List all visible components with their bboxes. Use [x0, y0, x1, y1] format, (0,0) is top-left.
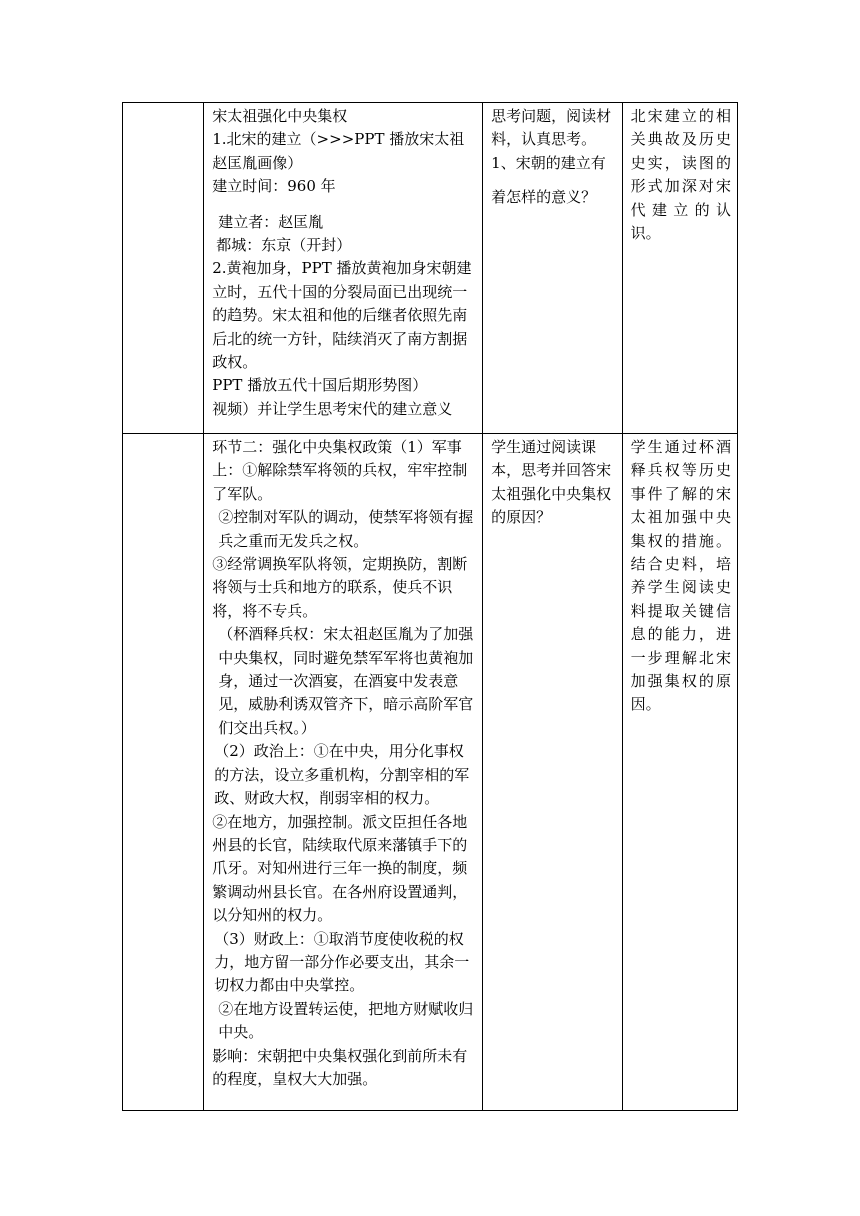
content-line: ③经常调换军队将领，定期换防，割断将领与士兵和地方的联系，使兵不识将，将不专兵。 — [212, 555, 468, 620]
content-line: 建立者：赵匡胤 — [218, 212, 324, 231]
content-line: （杯酒释兵权：宋太祖赵匡胤为了加强中央集权，同时避免禁军军将也黄袍加身，通过一次酒宴，在酒宴中发表意见，威胁利诱双管齐下，暗示高阶军官们交出兵权。） — [218, 625, 474, 737]
table-row — [123, 434, 738, 1111]
content-line: （3）财政上：①取消节度使收税的权力，地方留一部分作必要支出，其余一切权力都由中央掌控。 — [214, 929, 470, 995]
activity-line: 思考问题，阅读材料，认真思考。 — [491, 107, 612, 149]
stage-cell — [123, 434, 204, 1111]
stage-cell — [123, 103, 204, 434]
content-line: 影响：宋朝把中央集权强化到前所未有的程度，皇权大大加强。 — [212, 1046, 468, 1088]
design-intent-cell: 学生通过杯酒释兵权等历史事件了解的宋太祖加强中央集权的措施。结合史料，培养学生阅读史料提取关键信息的能力，进一步理解北宋加强集权的原因。 — [622, 434, 737, 1111]
content-line: （2）政治上：①在中央，用分化事权的方法，设立多重机构，分割宰相的军政、财政大权，削弱宰相的权力。 — [214, 742, 470, 808]
content-line: ②在地方，加强控制。派文臣担任各地州县的长官，陆续取代原来藩镇手下的爪牙。对知州进行三年一换的制度，频繁调动州县长官。在各州府设置通判，以分知州的权力。 — [212, 812, 468, 925]
content-line: 都城：东京（开封） — [216, 236, 352, 255]
content-line: 环节二：强化中央集权政策（1）军事上：①解除禁军将领的兵权，牢牢控制了军队。 — [212, 438, 468, 503]
activity-line: 着怎样的意义？ — [491, 188, 597, 207]
section-title: 宋太祖强化中央集权 — [212, 107, 348, 125]
design-intent-cell: 北宋建立的相关典故及历史史实，读图的形式加深对宋代建立的认识。 — [622, 103, 737, 434]
content-line: 视频）并让学生思考宋代的建立意义 — [212, 399, 453, 418]
content-line: 1.北宋的建立（>>>PPT 播放宋太祖赵匡胤画像） — [212, 130, 465, 172]
content-line: ②控制对军队的调动，使禁军将领有握兵之重而无发兵之权。 — [218, 508, 474, 550]
content-line: ②在地方设置转运使，把地方财赋收归中央。 — [218, 999, 474, 1042]
content-cell — [204, 103, 483, 434]
student-activity-cell — [483, 103, 622, 434]
content-cell — [204, 434, 483, 1111]
activity-line: 1、宋朝的建立有 — [491, 153, 606, 172]
table-row — [123, 103, 738, 434]
lesson-plan-table — [122, 102, 738, 1111]
student-activity-cell: 学生通过阅读课本，思考并回答宋太祖强化中央集权的原因？ — [483, 434, 622, 1111]
content-line: 2.黄袍加身，PPT 播放黄袍加身宋朝建立时，五代十国的分裂局面已出现统一的趋势。宋太祖和他的后继者依照先南后北的统一方针，陆续消灭了南方割据政权。 — [212, 259, 472, 372]
content-line: PPT 播放五代十国后期形势图） — [212, 376, 428, 395]
content-line: 建立时间：960 年 — [212, 177, 336, 196]
